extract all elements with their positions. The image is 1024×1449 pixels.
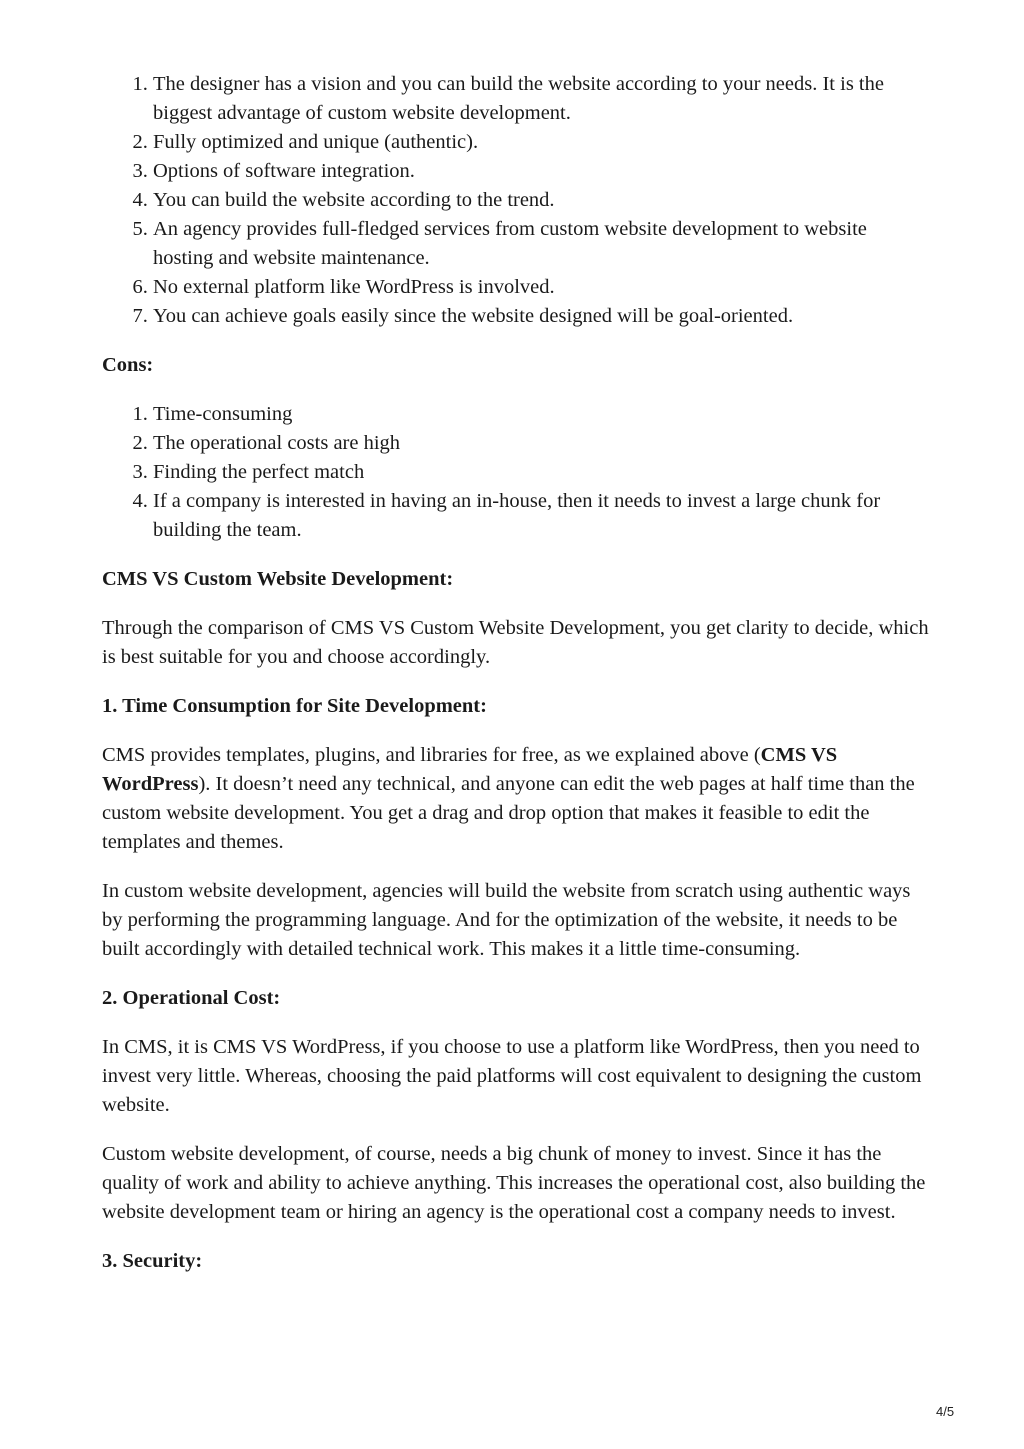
section-heading-security: 3. Security:	[102, 1250, 203, 1272]
paragraph-cost-cms: In CMS, it is CMS VS WordPress, if you choose to use a platform like WordPress, then you need to invest very little. Whereas, choosing the paid platforms will cost equivalent to designing the custom website.	[102, 1036, 922, 1116]
bold-link-text: CMS VS WordPress	[102, 744, 838, 795]
text-span: CMS provides templates, plugins, and libraries for free, as we explained above (	[102, 744, 761, 766]
document-page	[102, 70, 932, 1276]
list-item: 1. Time-consuming	[153, 400, 932, 429]
paragraph-cost-custom: Custom website development, of course, needs a big chunk of money to invest. Since it has the quality of work and ability to achieve anything. This increases the operational cost, also building the website development team or hiring an agency is the operational cost a company needs to invest.	[102, 1143, 926, 1223]
cons-list	[102, 400, 932, 545]
list-item: 3. Finding the perfect match	[153, 458, 932, 487]
text-span: ). It doesn’t need any technical, and anyone can edit the web pages at half time than the custom website development. You get a drag and drop option that makes it feasible to edit the templates and themes.	[102, 773, 915, 853]
list-item: 6. No external platform like WordPress is involved.	[153, 273, 932, 302]
list-item: 4. You can build the website according to the trend.	[153, 186, 932, 215]
paragraph-intro: Through the comparison of CMS VS Custom Website Development, you get clarity to decide, which is best suitable for you and choose accordingly.	[102, 617, 929, 668]
paragraph-time-cms	[102, 741, 932, 857]
page-number: 4/5	[936, 1404, 955, 1419]
list-item: 7. You can achieve goals easily since the website designed will be goal-oriented.	[153, 302, 932, 331]
list-item: 2. Fully optimized and unique (authentic).	[153, 128, 932, 157]
list-item: 1. The designer has a vision and you can build the website according to your needs. It is the biggest advantage of custom website development.	[153, 70, 932, 128]
section-heading-time: 1. Time Consumption for Site Development:	[102, 695, 487, 717]
cons-heading: Cons:	[102, 354, 154, 376]
list-item: 5. An agency provides full-fledged services from custom website development to website hosting and website maintenance.	[153, 215, 932, 273]
section-heading-cms-vs-custom: CMS VS Custom Website Development:	[102, 568, 454, 590]
section-heading-cost: 2. Operational Cost:	[102, 987, 281, 1009]
pros-list	[102, 70, 932, 331]
paragraph-time-custom: In custom website development, agencies will build the website from scratch using authentic ways by performing the programming language. And for the optimization of the website, it needs to be built accordingly with detailed technical work. This makes it a little time-consuming.	[102, 880, 911, 960]
list-item: 2. The operational costs are high	[153, 429, 932, 458]
list-item: 4. If a company is interested in having an in-house, then it needs to invest a large chunk for building the team.	[153, 487, 932, 545]
list-item: 3. Options of software integration.	[153, 157, 932, 186]
